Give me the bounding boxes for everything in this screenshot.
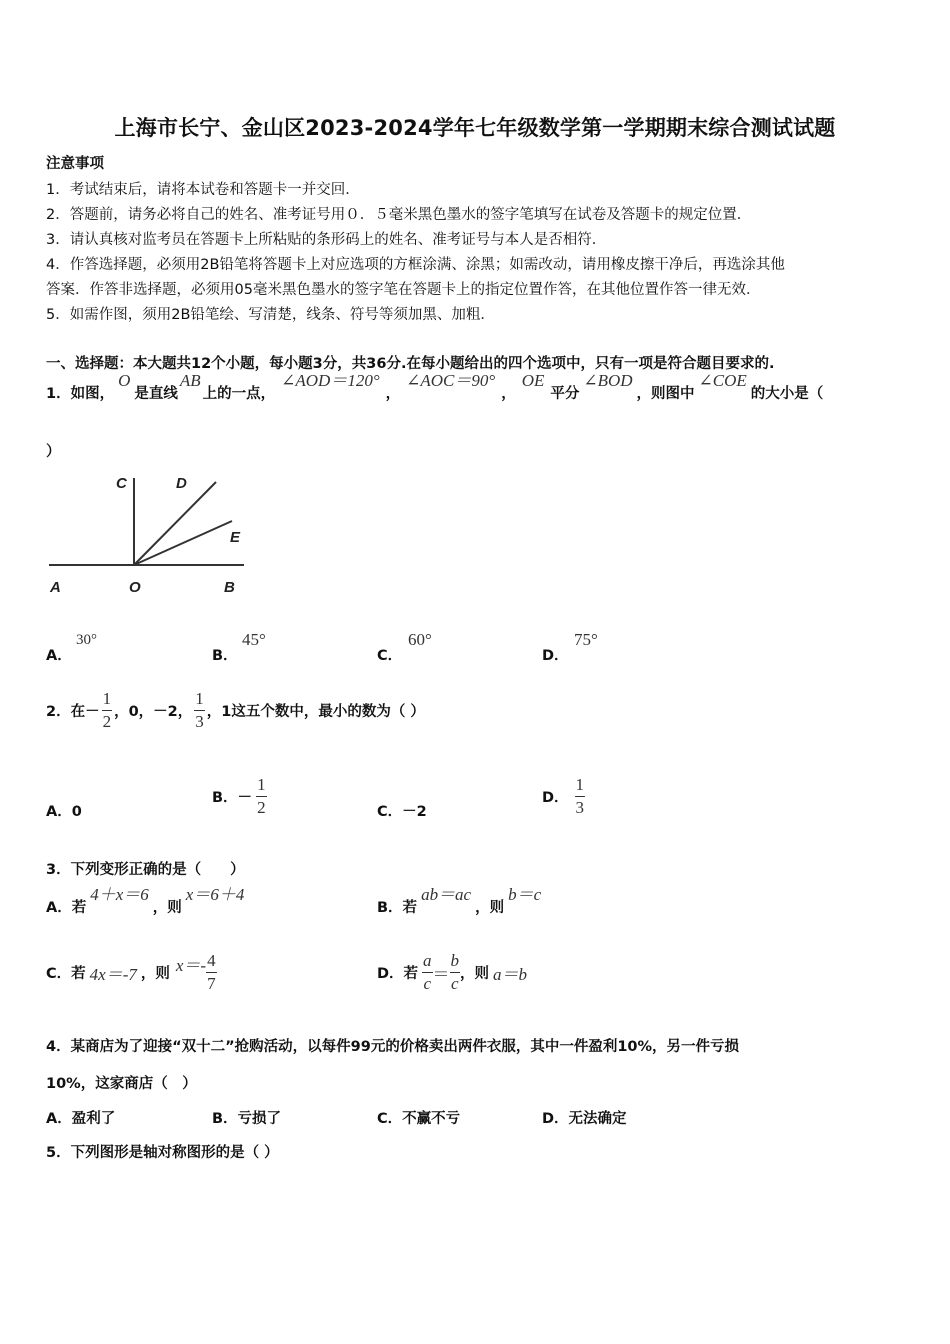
label-o: O xyxy=(129,579,141,596)
fraction: $\frac{a}{c}$ xyxy=(423,951,432,993)
q4-option-b: B．亏损了 xyxy=(212,1111,282,1127)
q1-option-b-label: B． xyxy=(212,648,238,664)
question-4-line-2: 10%，这家商店（ ） xyxy=(46,1076,197,1092)
notice-item: 2．答题前，请务必将自己的姓名、准考证号用０．５毫米黑色墨水的签字笔填写在试卷及答题卡的规定位置． xyxy=(46,207,752,223)
fraction: $\frac{1}{2}$ xyxy=(257,775,266,817)
question-1-stem: 1．如图，O是直线AB上的一点，∠AOD＝120°，∠AOC＝90°，OE平分∠BOD，则图中∠COE的大小是（ xyxy=(46,371,824,402)
q4-option-d: D．无法确定 xyxy=(542,1111,627,1127)
q3-option-d: D．若 $\frac{a}{c}$ ＝ $\frac{b}{c}$ ，则 a＝b xyxy=(377,951,528,993)
question-3-stem: 3．下列变形正确的是（ ） xyxy=(46,862,245,878)
question-5-stem: 5．下列图形是轴对称图形的是（ ） xyxy=(46,1145,279,1161)
fraction: $\frac{4}{7}$ xyxy=(207,951,216,993)
notice-item: 1．考试结束后，请将本试卷和答题卡一并交回． xyxy=(46,182,360,198)
q1-option-c-value: 60° xyxy=(408,630,432,649)
ray-oe xyxy=(134,521,232,565)
fraction: $\frac{1}{2}$ xyxy=(102,689,112,731)
q1-option-d-value: 75° xyxy=(574,630,598,649)
angle-figure xyxy=(44,468,254,600)
notice-item: 5．如需作图，须用2B铅笔绘、写清楚，线条、符号等须加黑、加粗． xyxy=(46,307,495,323)
notice-item: 答案．作答非选择题，必须用05毫米黑色墨水的签字笔在答题卡上的指定位置作答，在其他位置作答一律无效． xyxy=(46,282,761,298)
q3-option-b: B．若ab＝ac，则b＝c xyxy=(377,885,542,916)
q1-option-a-label: A． xyxy=(46,648,72,664)
notice-item: 4．作答选择题，必须用2B铅笔将答题卡上对应选项的方框涂满、涂黑；如需改动，请用橡皮擦干净后，再选涂其他 xyxy=(46,257,785,273)
q1-option-c-label: C． xyxy=(377,648,403,664)
notice-heading: 注意事项 xyxy=(46,156,104,172)
notice-item: 3．请认真核对监考员在答题卡上所粘贴的条形码上的姓名、准考证号与本人是否相符． xyxy=(46,232,607,248)
page-title: 上海市长宁、金山区2023-2024学年七年级数学第一学期期末综合测试试题 xyxy=(114,116,836,140)
q1-option-b-value: 45° xyxy=(242,630,266,649)
question-4-line-1: 4．某商店为了迎接“双十二”抢购活动，以每件99元的价格卖出两件衣服，其中一件盈利10%，另一件亏损 xyxy=(46,1039,740,1055)
question-2-stem: 2．在－ $\frac{1}{2}$ ，0，－2， $\frac{1}{3}$ ，1这五个数中，最小的数为（ ） xyxy=(46,689,425,731)
fraction: $\frac{1}{3}$ xyxy=(195,689,204,731)
q3-option-a: A．若4＋x＝6，则x＝6＋4 xyxy=(46,885,245,916)
fraction: $\frac{1}{3}$ xyxy=(575,775,585,817)
q4-option-c: C．不赢不亏 xyxy=(377,1111,461,1127)
q2-option-d: D． $\frac{1}{3}$ xyxy=(542,775,585,817)
label-b: B xyxy=(224,579,235,596)
q3-option-c: C．若 4x＝-7 ，则 x＝- $\frac{4}{7}$ xyxy=(46,951,216,993)
label-c: C xyxy=(116,475,127,492)
ray-od xyxy=(134,482,216,565)
q2-option-c: C．－2 xyxy=(377,804,427,820)
q2-option-a: A．0 xyxy=(46,804,82,820)
label-a: A xyxy=(50,579,61,596)
label-e: E xyxy=(230,529,241,546)
q1-option-d-label: D． xyxy=(542,648,569,664)
q4-option-a: A．盈利了 xyxy=(46,1111,116,1127)
q2-option-b: B．－ $\frac{1}{2}$ xyxy=(212,775,266,817)
label-d: D xyxy=(176,475,187,492)
fraction: $\frac{b}{c}$ xyxy=(450,951,460,993)
section-heading: 一、选择题：本大题共12个小题，每小题3分，共36分.在每小题给出的四个选项中，只有一项是符合题目要求的. xyxy=(46,356,775,372)
question-1-stem-end: ） xyxy=(46,444,61,460)
q1-option-a-value: 30° xyxy=(76,632,97,648)
